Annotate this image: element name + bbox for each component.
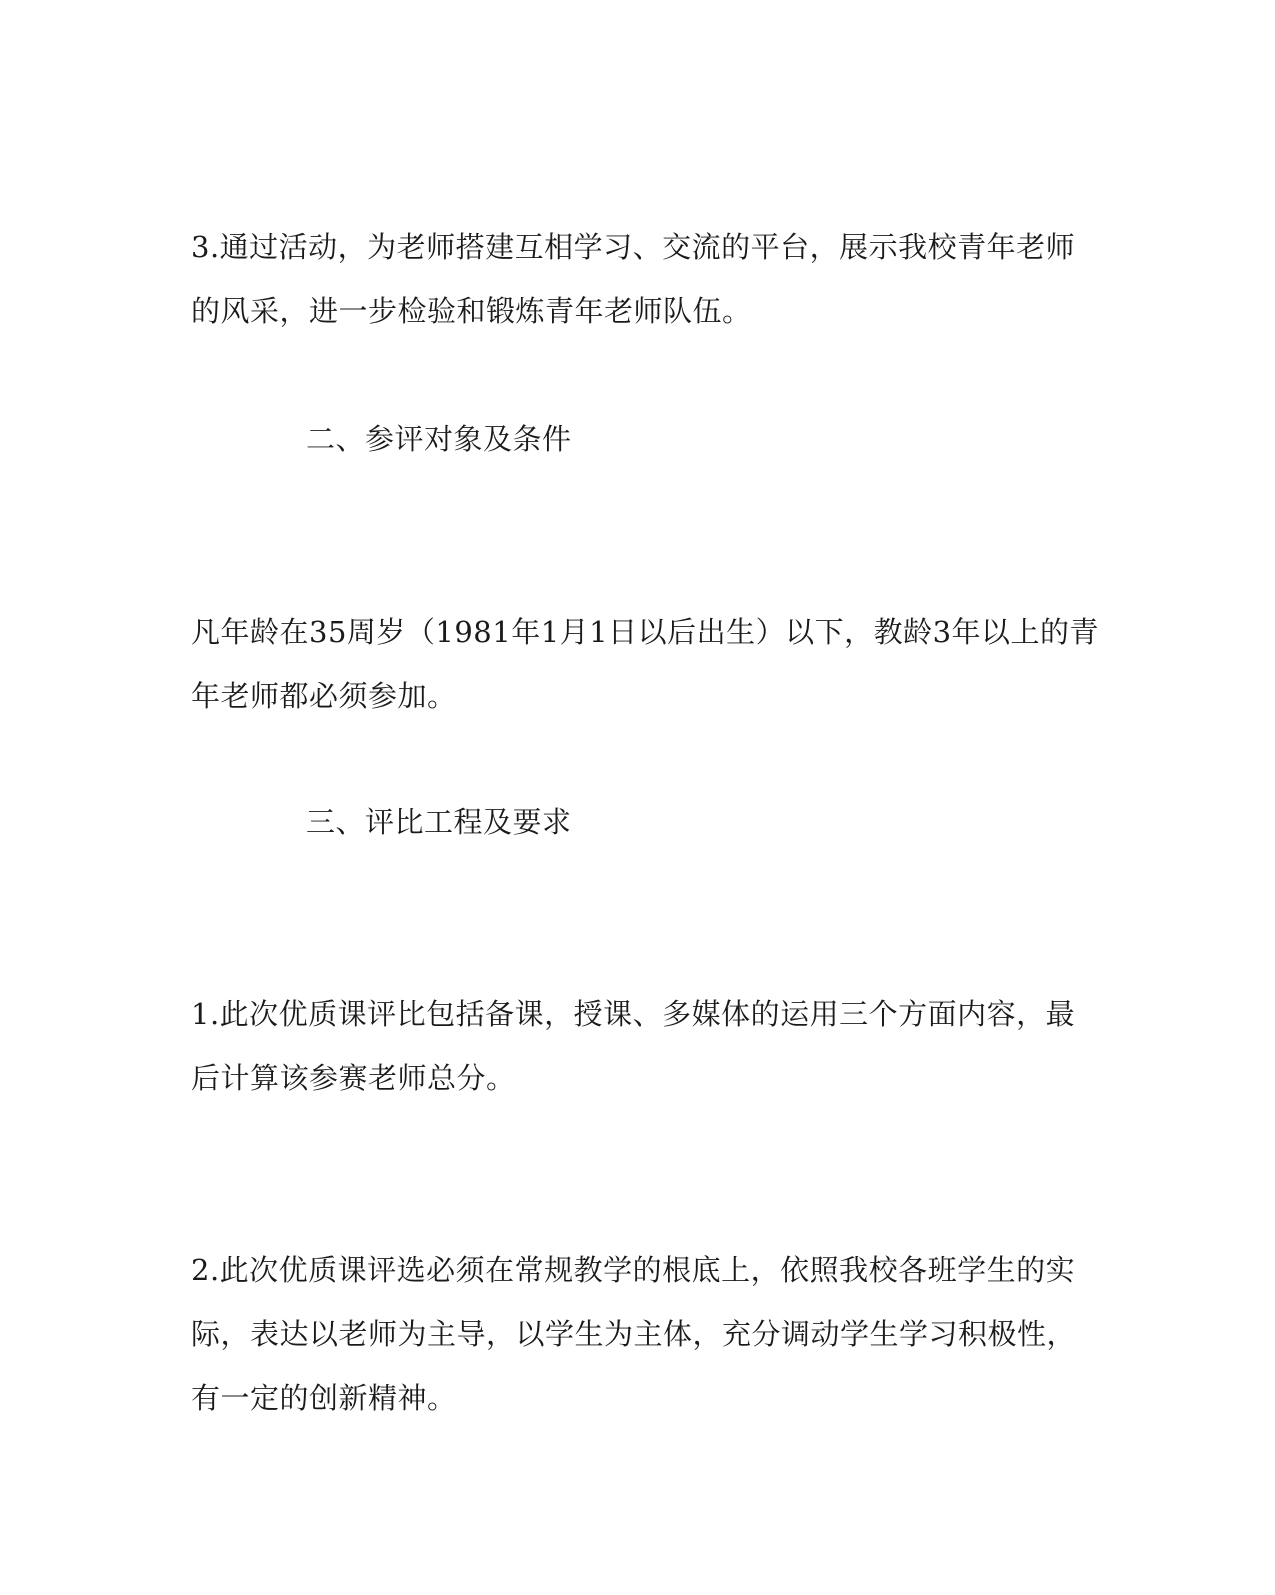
paragraph-eligibility	[191, 600, 1100, 728]
paragraph-line: 凡年龄在35周岁（1981年1月1日以后出生）以下，教龄3年以上的青	[191, 615, 1100, 649]
paragraph-goal-3	[191, 215, 1076, 343]
paragraph-line: 2.此次优质课评选必须在常规教学的根底上，依照我校各班学生的实	[191, 1253, 1076, 1287]
paragraph-line: 后计算该参赛老师总分。	[191, 1061, 516, 1095]
paragraph-line: 有一定的创新精神。	[191, 1381, 457, 1415]
paragraph-line: 际，表达以老师为主导，以学生为主体，充分调动学生学习积极性，	[191, 1317, 1077, 1351]
paragraph-line: 1.此次优质课评比包括备课，授课、多媒体的运用三个方面内容，最	[191, 997, 1076, 1031]
paragraph-line: 3.通过活动，为老师搭建互相学习、交流的平台，展示我校青年老师	[191, 230, 1076, 264]
paragraph-requirement-2	[191, 1238, 1077, 1430]
paragraph-line: 的风采，进一步检验和锻炼青年老师队伍。	[191, 294, 752, 328]
paragraph-line: 年老师都必须参加。	[191, 679, 457, 713]
paragraph-requirement-1	[191, 982, 1076, 1110]
section-heading-2: 二、参评对象及条件	[306, 422, 572, 456]
section-heading-3: 三、评比工程及要求	[306, 805, 572, 839]
